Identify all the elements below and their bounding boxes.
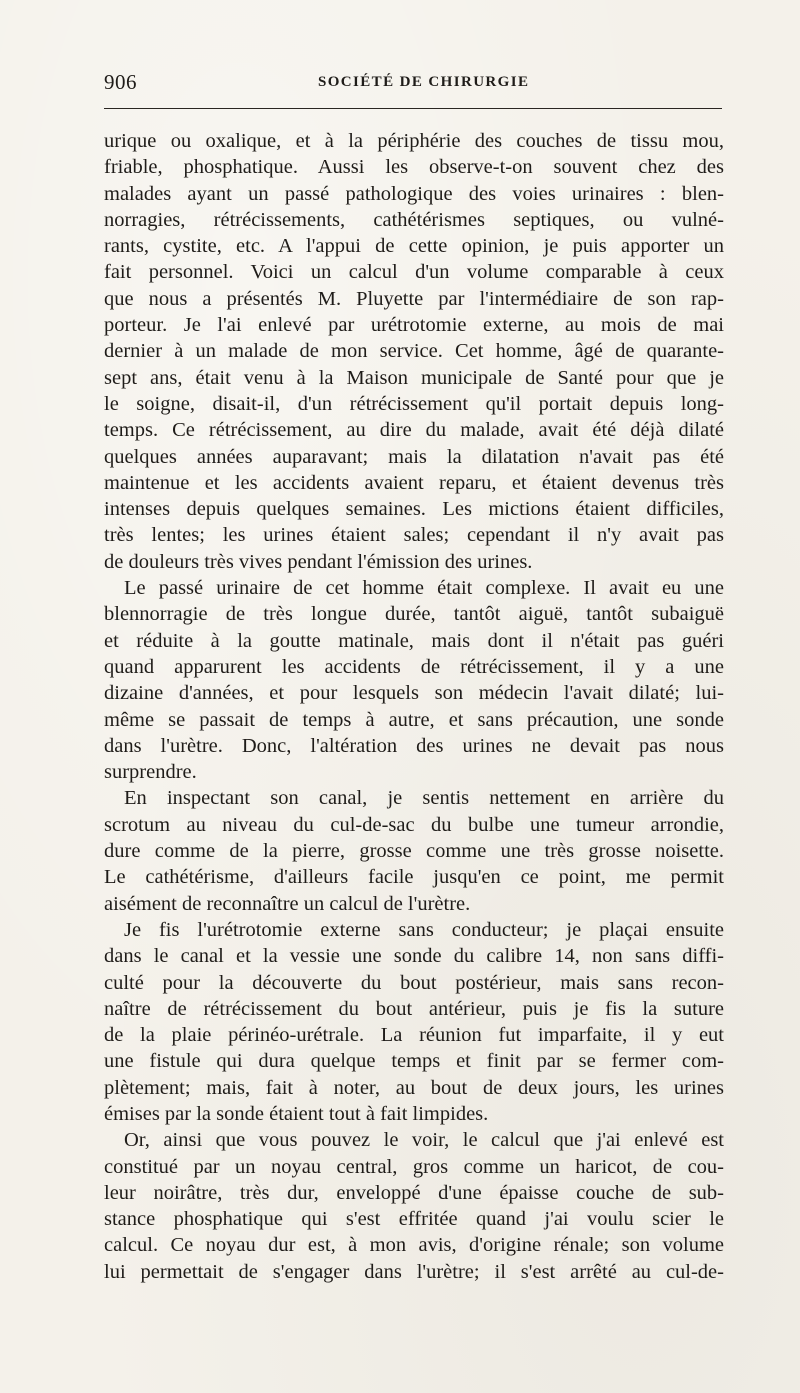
text-line: lui permettait de s'engager dans l'urètre; il s'est arrêté au cul-de- — [104, 1260, 724, 1283]
text-line: maintenue et les accidents avaient reparu, et étaient devenus très — [104, 471, 724, 494]
text-line: norragies, rétrécissements, cathétérismes septiques, ou vulné- — [104, 208, 724, 231]
text-line: dans l'urètre. Donc, l'altération des urines ne devait pas nous — [104, 734, 724, 757]
text-line: blennorragie de très longue durée, tantôt aiguë, tantôt subaiguë — [104, 603, 724, 626]
text-line: calcul. Ce noyau dur est, à mon avis, d'origine rénale; son volume — [104, 1234, 724, 1257]
text-line: émises par la sonde étaient tout à fait limpides. — [104, 1102, 489, 1125]
text-line: stance phosphatique qui s'est effritée quand j'ai voulu scier le — [104, 1208, 724, 1231]
text-line: constitué par un noyau central, gros comme un haricot, de cou- — [104, 1155, 724, 1178]
body-text — [104, 128, 724, 1285]
text-line: scrotum au niveau du cul-de-sac du bulbe une tumeur arrondie, — [104, 813, 724, 836]
text-line: dizaine d'années, et pour lesquels son médecin l'avait dilaté; lui- — [104, 682, 724, 705]
text-line: de douleurs très vives pendant l'émission des urines. — [104, 550, 533, 573]
text-line: Le cathétérisme, d'ailleurs facile jusqu'en ce point, me permit — [104, 866, 724, 889]
text-line: culté pour la découverte du bout postérieur, mais sans recon- — [104, 971, 724, 994]
text-line: surprendre. — [104, 761, 197, 784]
text-line: que nous a présentés M. Pluyette par l'intermédiaire de son rap- — [104, 287, 724, 310]
text-line: très lentes; les urines étaient sales; cependant il n'y avait pas — [104, 524, 724, 547]
text-line: leur noirâtre, très dur, enveloppé d'une épaisse couche de sub- — [104, 1181, 724, 1204]
text-line: fait personnel. Voici un calcul d'un volume comparable à ceux — [104, 261, 724, 284]
text-line: urique ou oxalique, et à la périphérie des couches de tissu mou, — [104, 130, 724, 152]
page-number: 906 — [104, 70, 137, 94]
text-line: dans le canal et la vessie une sonde du calibre 14, non sans diffi- — [104, 945, 724, 968]
header-rule — [104, 108, 722, 109]
text-line: aisément de reconnaître un calcul de l'urètre. — [104, 892, 471, 915]
text-line: quelques années auparavant; mais la dilatation n'avait pas été — [104, 445, 724, 468]
text-line: naître de rétrécissement du bout antérieur, puis je fis la suture — [104, 997, 724, 1020]
text-line: et réduite à la goutte matinale, mais dont il n'était pas guéri — [104, 629, 724, 652]
text-line: En inspectant son canal, je sentis nettement en arrière du — [124, 787, 724, 810]
text-line: porteur. Je l'ai enlevé par urétrotomie externe, au mois de mai — [104, 314, 724, 337]
text-line: friable, phosphatique. Aussi les observe-t-on souvent chez des — [104, 156, 724, 179]
text-line: malades ayant un passé pathologique des voies urinaires : blen- — [104, 182, 724, 205]
text-line: plètement; mais, fait à noter, au bout de deux jours, les urines — [104, 1076, 724, 1099]
text-line: même se passait de temps à autre, et sans précaution, une sonde — [104, 708, 724, 731]
text-line: une fistule qui dura quelque temps et finit par se fermer com- — [104, 1050, 724, 1073]
text-line: quand apparurent les accidents de rétrécissement, il y a une — [104, 655, 724, 678]
text-line: sept ans, était venu à la Maison municipale de Santé pour que je — [104, 366, 724, 389]
text-line: dure comme de la pierre, grosse comme une très grosse noisette. — [104, 840, 724, 863]
text-line: Or, ainsi que vous pouvez le voir, le calcul que j'ai enlevé est — [124, 1129, 724, 1152]
text-line: rants, cystite, etc. A l'appui de cette opinion, je puis apporter un — [104, 235, 724, 258]
text-line: intenses depuis quelques semaines. Les mictions étaient difficiles, — [104, 498, 724, 521]
text-line: Je fis l'urétrotomie externe sans conducteur; je plaçai ensuite — [124, 918, 724, 941]
text-line: le soigne, disait-il, d'un rétrécissement qu'il portait depuis long- — [104, 392, 724, 415]
text-line: de la plaie périnéo-urétrale. La réunion fut imparfaite, il y eut — [104, 1024, 724, 1047]
running-head — [104, 70, 724, 98]
text-line: Le passé urinaire de cet homme était complexe. Il avait eu une — [124, 577, 724, 600]
text-line: dernier à un malade de mon service. Cet homme, âgé de quarante- — [104, 340, 724, 363]
journal-title: SOCIÉTÉ DE CHIRURGIE — [318, 74, 530, 90]
text-line: temps. Ce rétrécissement, au dire du malade, avait été déjà dilaté — [104, 419, 724, 442]
